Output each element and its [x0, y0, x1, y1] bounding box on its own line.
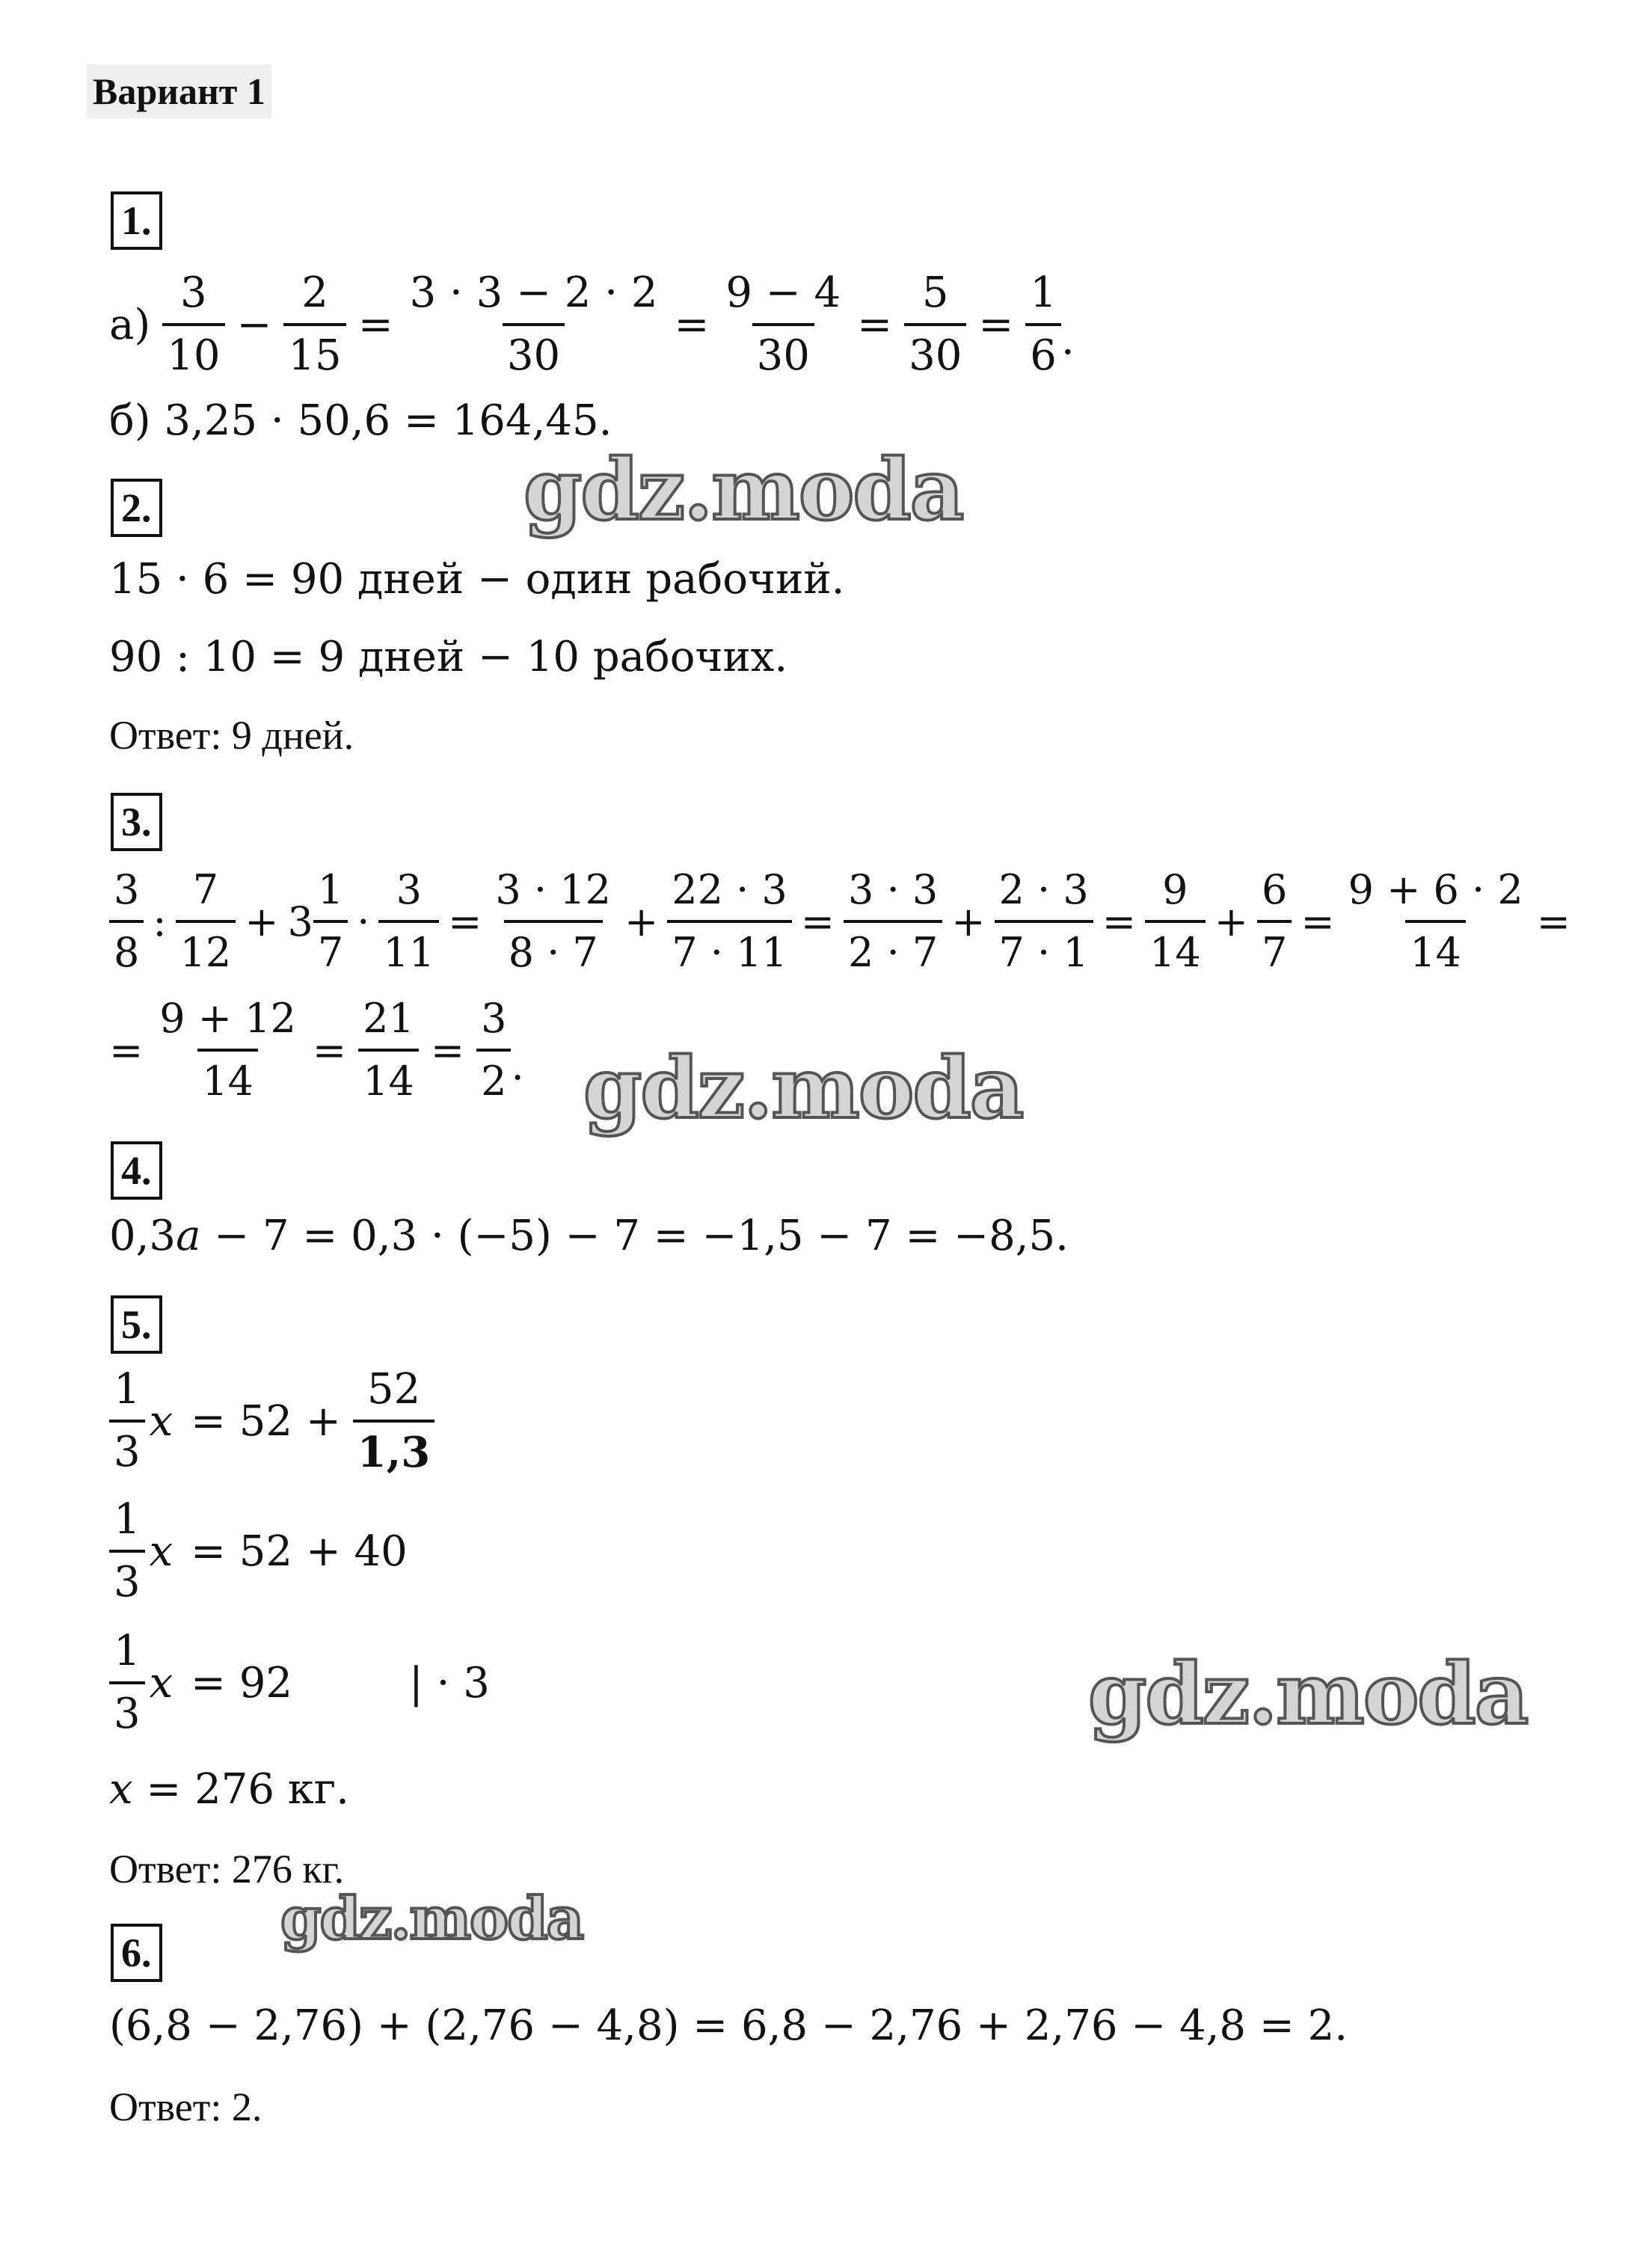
multiplier-note: | · 3: [409, 1658, 490, 1708]
coefficient: 0,3: [109, 1212, 176, 1260]
fraction: $\frac{3 \cdot 3 - 2 \cdot 2}{30}$: [409, 269, 658, 380]
task-5-label: 5.: [111, 1295, 162, 1354]
operator: +: [624, 898, 659, 945]
operator: =: [1301, 898, 1335, 945]
task-1a-expression: [109, 269, 1075, 380]
variable: x: [149, 1658, 174, 1708]
fraction: $\frac{3}{8}$: [109, 866, 144, 977]
operator: :: [153, 898, 167, 945]
task-6-answer: Ответ: 2.: [109, 2084, 262, 2129]
fraction: $\frac{52}{1,3}$: [353, 1366, 435, 1476]
task-5-line-3: [109, 1627, 490, 1738]
variable: a: [176, 1212, 201, 1260]
period: .: [1060, 315, 1075, 364]
expression: = 92: [177, 1658, 293, 1708]
operator: +: [1214, 898, 1248, 945]
fraction: $\frac{22 \cdot 3}{7 \cdot 11}$: [667, 866, 792, 977]
operator: ·: [357, 898, 370, 945]
operator: =: [312, 1026, 347, 1074]
fraction: $\frac{3}{11}$: [378, 866, 439, 977]
task-1-label: 1.: [111, 191, 162, 250]
task-1a-label: а): [109, 300, 151, 349]
operator: =: [357, 300, 393, 349]
fraction: $\frac{3}{2}$: [476, 995, 511, 1105]
expression-rest: − 7 = 0,3 · (−5) − 7 = −1,5 − 7 = −8,5.: [200, 1212, 1069, 1260]
expression: = 52 + 40: [177, 1527, 408, 1576]
page-title: Вариант 1: [87, 64, 271, 118]
fraction: $\frac{9}{14}$: [1145, 866, 1206, 977]
task-2-answer: Ответ: 9 дней.: [109, 713, 354, 758]
fraction: $\frac{9 + 12}{14}$: [159, 995, 296, 1105]
watermark: gdz.moda: [523, 441, 963, 539]
task-3-row-2: [109, 995, 524, 1105]
watermark: gdz.moda: [280, 1885, 583, 1953]
fraction: $\frac{9 + 6 \cdot 2}{14}$: [1348, 866, 1523, 976]
fraction: $\frac{9 - 4}{30}$: [725, 269, 841, 380]
fraction: $\frac{1}{3}$: [109, 1627, 145, 1738]
period: .: [511, 1041, 524, 1089]
operator: =: [1536, 898, 1570, 945]
fraction: $\frac{3 \cdot 12}{8 \cdot 7}$: [495, 866, 611, 976]
fraction: $\frac{7}{12}$: [176, 866, 236, 977]
task-4-label: 4.: [111, 1141, 162, 1200]
task-5-answer: Ответ: 276 кг.: [109, 1847, 345, 1892]
task-6-label: 6.: [111, 1924, 162, 1982]
mixed-number: 3 $\frac{1}{7}$: [288, 866, 348, 977]
task-6-expression: (6,8 − 2,76) + (2,76 − 4,8) = 6,8 − 2,76 + 2,76 − 4,8 = 2.: [109, 2001, 1348, 2050]
operator: =: [430, 1026, 465, 1074]
operator: −: [236, 300, 272, 349]
operator: +: [245, 898, 279, 945]
fraction: $\frac{1}{6}$: [1025, 269, 1061, 380]
fraction: $\frac{6}{7}$: [1257, 866, 1292, 977]
variable: x: [149, 1527, 174, 1576]
task-2-line-2: 90 : 10 = 9 дней − 10 рабочих.: [109, 633, 788, 681]
watermark: gdz.moda: [583, 1040, 1023, 1138]
fraction: $\frac{2}{15}$: [283, 269, 346, 380]
variable: x: [109, 1765, 133, 1814]
fraction: $\frac{5}{30}$: [904, 269, 966, 380]
fraction: $\frac{1}{3}$: [109, 1366, 145, 1476]
task-1b-expression: б) 3,25 · 50,6 = 164,45.: [109, 396, 612, 445]
task-3-label: 3.: [111, 793, 162, 851]
fraction: $\frac{21}{14}$: [358, 995, 419, 1105]
task-5-line-2: [109, 1496, 408, 1607]
operator: =: [448, 898, 482, 945]
fraction: $\frac{3 \cdot 3}{2 \cdot 7}$: [844, 866, 942, 977]
fraction: $\frac{3}{10}$: [162, 269, 224, 380]
expression: = 52 +: [177, 1396, 341, 1446]
operator: =: [857, 300, 893, 349]
task-2-label: 2.: [111, 479, 162, 537]
task-3-row-1: [109, 866, 1570, 977]
operator: =: [1102, 898, 1136, 945]
variable: x: [149, 1396, 174, 1446]
watermark: gdz.moda: [1088, 1645, 1528, 1743]
fraction: $\frac{1}{3}$: [109, 1496, 145, 1607]
operator: =: [978, 300, 1014, 349]
operator: =: [109, 1026, 144, 1074]
task-4-expression: [109, 1212, 1069, 1260]
operator: =: [674, 300, 710, 349]
operator: +: [951, 898, 986, 945]
operator: =: [800, 898, 835, 945]
task-2-line-1: 15 · 6 = 90 дней − один рабочий.: [109, 555, 845, 604]
task-5-line-1: [109, 1366, 435, 1476]
task-5-line-4: [109, 1765, 349, 1814]
fraction: $\frac{2 \cdot 3}{7 \cdot 1}$: [995, 866, 1093, 977]
expression: = 276 кг.: [132, 1765, 349, 1814]
